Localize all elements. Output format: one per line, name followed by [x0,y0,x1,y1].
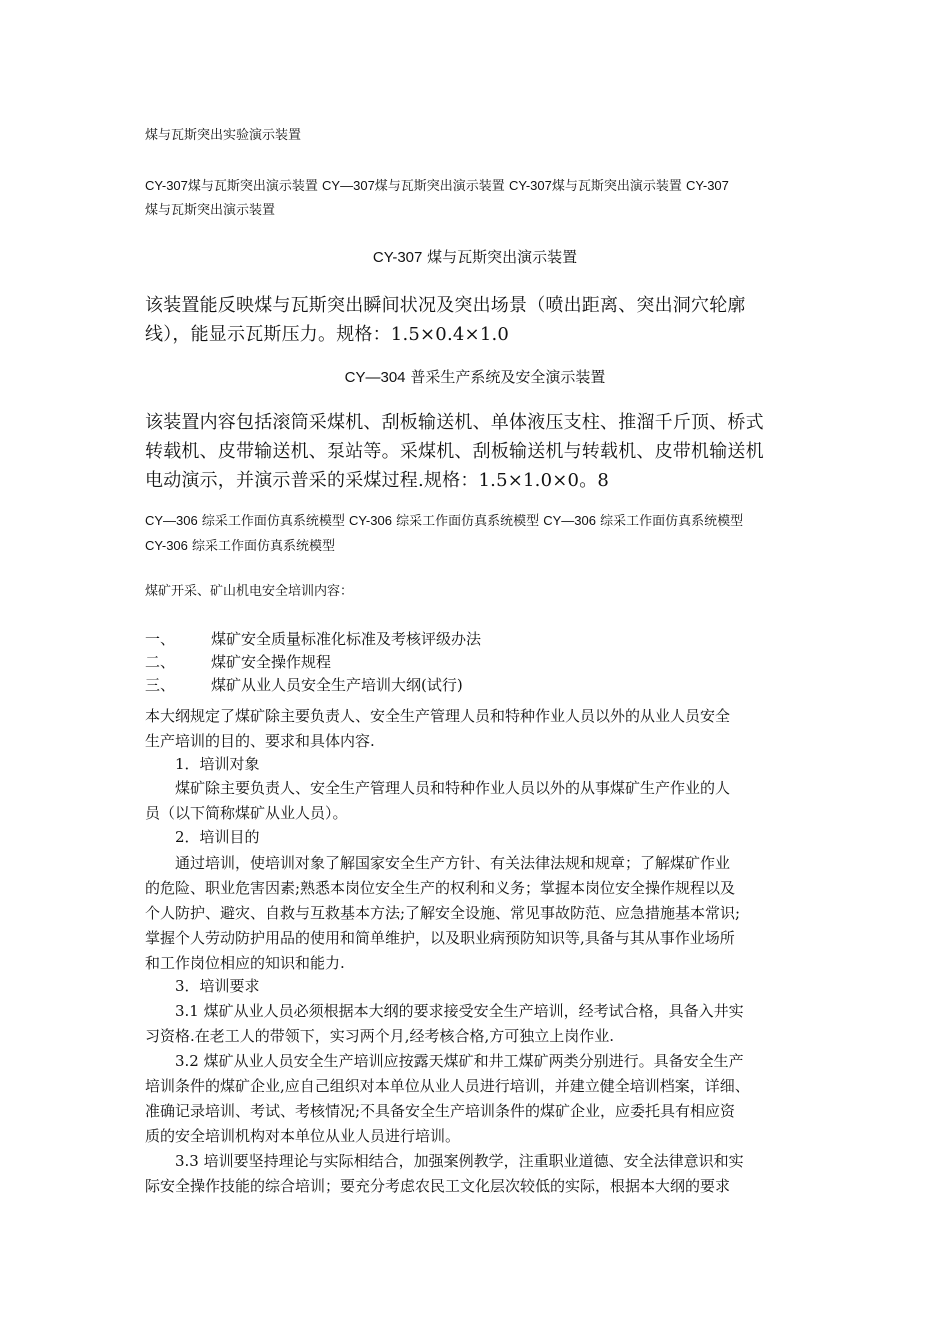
section-3-3-body: 3.3 培训要坚持理论与实际相结合，加强案例教学，注重职业道德、安全法律意识和实 际安全操作技能的综合培训；要充分考虑农民工文化层次较低的实际，根据本大纲的要求 [145,1152,744,1195]
section-3-1-body: 3.1 煤矿从业人员必须根据本大纲的要求接受安全生产培训，经考试合格，具备入井实 习资格.在老工人的带领下，实习两个月,经考核合格,方可独立上岗作业. [145,1002,744,1045]
list-item: 一、 煤矿安全质量标准化标准及考核评级办法 [145,630,482,648]
section-1-body: 煤矿除主要负责人、安全生产管理人员和特种作业人员以外的从事煤矿生产作业的人 员（以下简称煤矿从业人员）。 [145,779,731,822]
product-repeat-line-1: CY-307煤与瓦斯突出演示装置 CY—307煤与瓦斯突出演示装置 CY-307煤与瓦斯突出演示装置 CY-307 煤与瓦斯突出演示装置 [145,178,729,218]
section-2-body: 通过培训，使培训对象了解国家安全生产方针、有关法律法规和规章；了解煤矿作业 的危险、职业危害因素;熟悉本岗位安全生产的权利和义务；掌握本岗位安全操作规程以及 个人防护、避灾、自救与互救基本方法;了解安全设施、常见事故防范、应急措施基本常识; 掌握个人劳动防护用品的使用和简单维护，以及职业病预防知识等,具备与其从事作业场所 和工作岗位相应的知识和能力. [145,854,741,972]
device1-description: 该装置能反映煤与瓦斯突出瞬间状况及突出场景（喷出距离、突出洞穴轮廓 线），能显示瓦斯压力。规格：1.5×0.4×1.0 [145,295,746,345]
product-repeat-line-2: CY—306 综采工作面仿真系统模型 CY-306 综采工作面仿真系统模型 CY—306 综采工作面仿真系统模型 CY-306 综采工作面仿真系统模型 [145,513,744,554]
doc-title: 煤与瓦斯突出实验演示装置 [145,128,302,143]
section-3-title: 3．培训要求 [175,977,260,995]
device2-description: 该装置内容包括滚筒采煤机、刮板输送机、单体液压支柱、推溜千斤顶、桥式 转载机、皮带输送机、泵站等。采煤机、刮板输送机与转载机、皮带机输送机 电动演示，并演示普采的采煤过程.规格：1.5×1.0×0。8 [145,412,764,491]
section-1-title: 1．培训对象 [175,755,260,773]
list-item: 三、 煤矿从业人员安全生产培训大纲(试行) [145,676,463,694]
training-title: 煤矿开采、矿山机电安全培训内容： [145,584,354,599]
device2-heading: CY—304 普采生产系统及安全演示装置 [344,368,606,386]
device1-heading: CY-307 煤与瓦斯突出演示装置 [372,248,578,266]
section-2-title: 2．培训目的 [175,828,260,846]
list-item: 二、 煤矿安全操作规程 [145,653,332,671]
outline-intro: 本大纲规定了煤矿除主要负责人、安全生产管理人员和特种作业人员以外的从业人员安全 生产培训的目的、要求和具体内容. [145,707,731,750]
section-3-2-body: 3.2 煤矿从业人员安全生产培训应按露天煤矿和井工煤矿两类分别进行。具备安全生产 培训条件的煤矿企业,应自己组织对本单位从业人员进行培训，并建立健全培训档案，详细、 准确记录培训、考试、考核情况;不具备安全生产培训条件的煤矿企业，应委托具有相应资 质的安全培训机构对本单位从业人员进行培训。 [145,1052,750,1145]
